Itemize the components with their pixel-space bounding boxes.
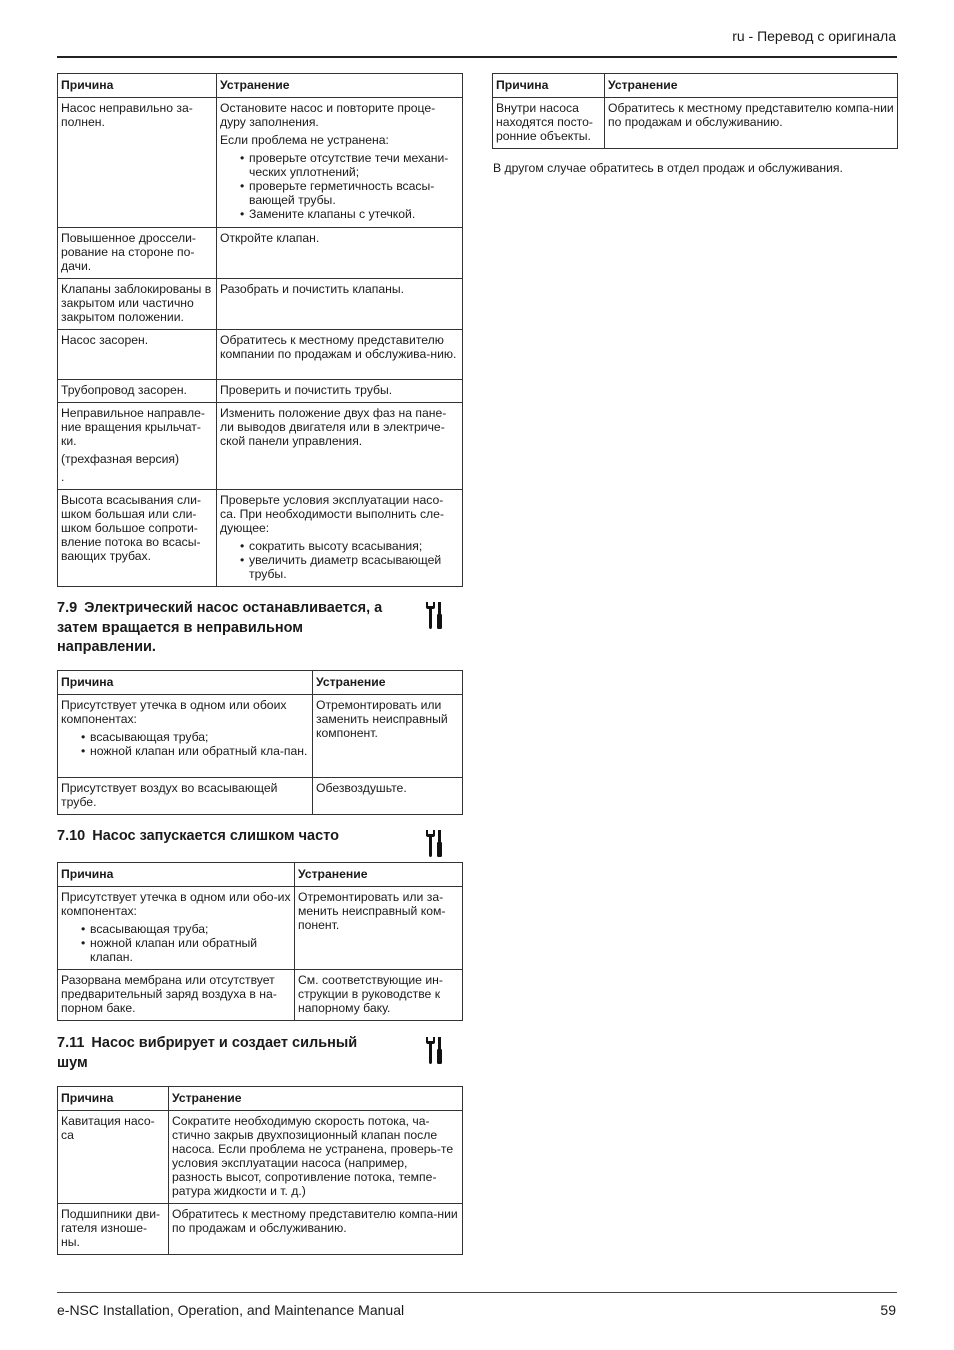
remedy-column-header: Устранение [169, 1087, 463, 1111]
cause-cell [58, 1111, 169, 1204]
remedy-text: Обратитесь к местному представителю компании по продажам и обслужива-нию. [220, 333, 457, 361]
cause-text: Неправильное направле-ние вращения крыльчат-ки. [61, 406, 205, 448]
list-item: • проверьте отсутствие течи механи-ческих уплотнений; [249, 151, 459, 179]
table-row [58, 490, 463, 587]
cause-bullet-list [61, 730, 309, 758]
table-row [58, 279, 463, 330]
list-item: • ножной клапан или обратный кла-пан. [90, 744, 309, 758]
troubleshooting-table-7-9 [57, 670, 463, 815]
cause-cell [58, 380, 217, 403]
remedy-text: Отремонтировать или за-менить неисправный ком-понент. [298, 890, 446, 932]
cause-cell [58, 970, 295, 1021]
wrench-screwdriver-icon [423, 1037, 443, 1065]
section-number: 7.11 [57, 1035, 85, 1051]
remedy-cell [313, 778, 463, 815]
cause-text: Высота всасывания сли-шком большая или сли-шком большое сопроти-вление потока во всасы-вающих трубах. [61, 493, 202, 563]
table-row [58, 330, 463, 380]
remedy-cell [217, 380, 463, 403]
heading-line [57, 1034, 427, 1054]
cause-text: Подшипники дви-гателя изноше-ны. [61, 1207, 161, 1249]
list-item: • увеличить диаметр всасывающей трубы. [249, 553, 459, 581]
remedy-text: Сократите необходимую скорость потока, ча-стично закрыв двухпозиционный клапан после насоса. Если проблема не устранена, проверь-те условия эксплуатации насоса (например, разность высот, сопротивление потока, темпе-ратура жидкости и т. д.) [172, 1114, 454, 1198]
cause-text: Клапаны заблокированы в закрытом или частично закрытом положении. [61, 282, 212, 324]
remedy-bullet-list [220, 151, 459, 221]
section-heading-7-9 [57, 599, 427, 658]
list-item: • сократить высоту всасывания; [249, 539, 459, 553]
heading-line: затем вращается в неправильном [57, 619, 304, 636]
troubleshooting-table-7-10 [57, 862, 463, 1021]
section-heading-7-10 [57, 827, 427, 847]
cause-text: Насос засорен. [61, 333, 149, 347]
remedy-cell [217, 98, 463, 228]
list-item: • Замените клапаны с утечкой. [249, 207, 459, 221]
remedy-cell [295, 887, 463, 970]
remedy-cell [217, 490, 463, 587]
table-row [58, 1204, 463, 1255]
table-row [58, 228, 463, 279]
table-row [58, 887, 463, 970]
heading-line: шум [57, 1054, 88, 1071]
heading-line: направлении. [57, 639, 156, 655]
cause-cell [58, 228, 217, 279]
cause-cell [58, 695, 313, 778]
cause-text: Трубопровод засорен. [61, 383, 187, 397]
remedy-cell [217, 403, 463, 490]
remedy-cell [313, 695, 463, 778]
cause-text: Повышенное дроссели-рование на стороне по-дачи. [61, 231, 196, 273]
wrench-screwdriver-icon [423, 602, 443, 630]
cause-cell [58, 778, 313, 815]
heading-text: Насос запускается слишком часто [92, 828, 339, 844]
table-row [58, 695, 463, 778]
remedy-cell [217, 228, 463, 279]
remedy-cell [295, 970, 463, 1021]
cause-bullet-list [61, 922, 291, 964]
remedy-cell [169, 1111, 463, 1204]
footer-document-title: e-NSC Installation, Operation, and Maintenance Manual [57, 1302, 405, 1318]
cause-column-header: Причина [58, 863, 295, 887]
remedy-column-header: Устранение [313, 671, 463, 695]
cause-text: Кавитация насо-са [61, 1114, 155, 1142]
list-item: • всасывающая труба; [90, 922, 291, 936]
table-header-row [58, 74, 463, 98]
remedy-text: Остановите насос и повторите проце-дуру заполнения. [220, 101, 436, 129]
list-item: • проверьте герметичность всасы-вающей трубы. [249, 179, 459, 207]
heading-line [57, 599, 427, 619]
cause-cell [493, 98, 605, 149]
note-text: В другом случае обратитесь в отдел продаж и обслуживания. [493, 161, 843, 175]
remedy-text: Проверить и почистить трубы. [220, 383, 393, 397]
table-header-row [58, 1087, 463, 1111]
wrench-screwdriver-icon [423, 830, 443, 858]
heading-text: Насос вибрирует и создает сильный [91, 1035, 358, 1051]
cause-text: Присутствует воздух во всасывающей трубе. [61, 781, 278, 809]
cause-cell [58, 330, 217, 380]
list-item: • всасывающая труба; [90, 730, 309, 744]
cause-text: Внутри насоса находятся посто-ронние объекты. [496, 101, 593, 143]
remedy-text: Изменить положение двух фаз на пане-ли выводов двигателя или в электриче-ской панели управления. [220, 406, 447, 448]
footer-rule [57, 1292, 897, 1293]
remedy-column-header: Устранение [217, 74, 463, 98]
cause-text: (трехфазная версия) [61, 452, 180, 466]
remedy-text: Обратитесь к местному представителю компа-нии по продажам и обслуживанию. [172, 1207, 458, 1235]
remedy-text: Обезвоздушьте. [316, 781, 407, 795]
cause-column-header: Причина [58, 1087, 169, 1111]
table-row [58, 970, 463, 1021]
cause-text: . [61, 470, 65, 484]
remedy-cell [217, 279, 463, 330]
heading-line [57, 827, 427, 847]
cause-cell [58, 887, 295, 970]
cause-text: Разорвана мембрана или отсутствует предварительный заряд воздуха в на-порном баке. [61, 973, 277, 1015]
troubleshooting-table-foreign-objects [492, 73, 898, 149]
cause-cell [58, 279, 217, 330]
remedy-text: Если проблема не устранена: [220, 133, 389, 147]
table-row [58, 1111, 463, 1204]
remedy-text: Проверьте условия эксплуатации насо-са. При необходимости выполнить сле-дующее: [220, 493, 445, 535]
section-heading-7-11 [57, 1034, 427, 1073]
list-item: • ножной клапан или обратный клапан. [90, 936, 291, 964]
table-header-row [58, 863, 463, 887]
cause-text: Насос неправильно за-полнен. [61, 101, 193, 129]
header-rule [57, 56, 897, 58]
remedy-text: Отремонтировать или заменить неисправный компонент. [316, 698, 448, 740]
remedy-cell [217, 330, 463, 380]
cause-text: Присутствует утечка в одном или обо-их компонентах: [61, 890, 291, 918]
remedy-column-header: Устранение [295, 863, 463, 887]
remedy-bullet-list [220, 539, 459, 581]
cause-column-header: Причина [58, 671, 313, 695]
remedy-cell [605, 98, 898, 149]
cause-column-header: Причина [493, 74, 605, 98]
remedy-text: Обратитесь к местному представителю компа-нии по продажам и обслуживанию. [608, 101, 894, 129]
remedy-text: См. соответствующие ин-струкции в руководстве к напорному баку. [298, 973, 443, 1015]
heading-text: Электрический насос останавливается, а [84, 600, 383, 616]
cause-cell [58, 1204, 169, 1255]
table-row [58, 380, 463, 403]
troubleshooting-table-7-11 [57, 1086, 463, 1255]
remedy-text: Разобрать и почистить клапаны. [220, 282, 405, 296]
cause-cell [58, 98, 217, 228]
cause-cell [58, 490, 217, 587]
table-row [58, 98, 463, 228]
cause-cell [58, 403, 217, 490]
table-header-row [493, 74, 898, 98]
cause-column-header: Причина [58, 74, 217, 98]
table-header-row [58, 671, 463, 695]
table-row [58, 403, 463, 490]
remedy-cell [169, 1204, 463, 1255]
page-number: 59 [880, 1302, 896, 1318]
page-header: ru - Перевод с оригинала [732, 28, 896, 44]
section-number: 7.9 [57, 600, 78, 616]
table-row [493, 98, 898, 149]
troubleshooting-table-main [57, 73, 463, 587]
remedy-text: Откройте клапан. [220, 231, 320, 245]
cause-text: Присутствует утечка в одном или обоих компонентах: [61, 698, 287, 726]
table-row [58, 778, 463, 815]
remedy-column-header: Устранение [605, 74, 898, 98]
section-number: 7.10 [57, 828, 86, 844]
